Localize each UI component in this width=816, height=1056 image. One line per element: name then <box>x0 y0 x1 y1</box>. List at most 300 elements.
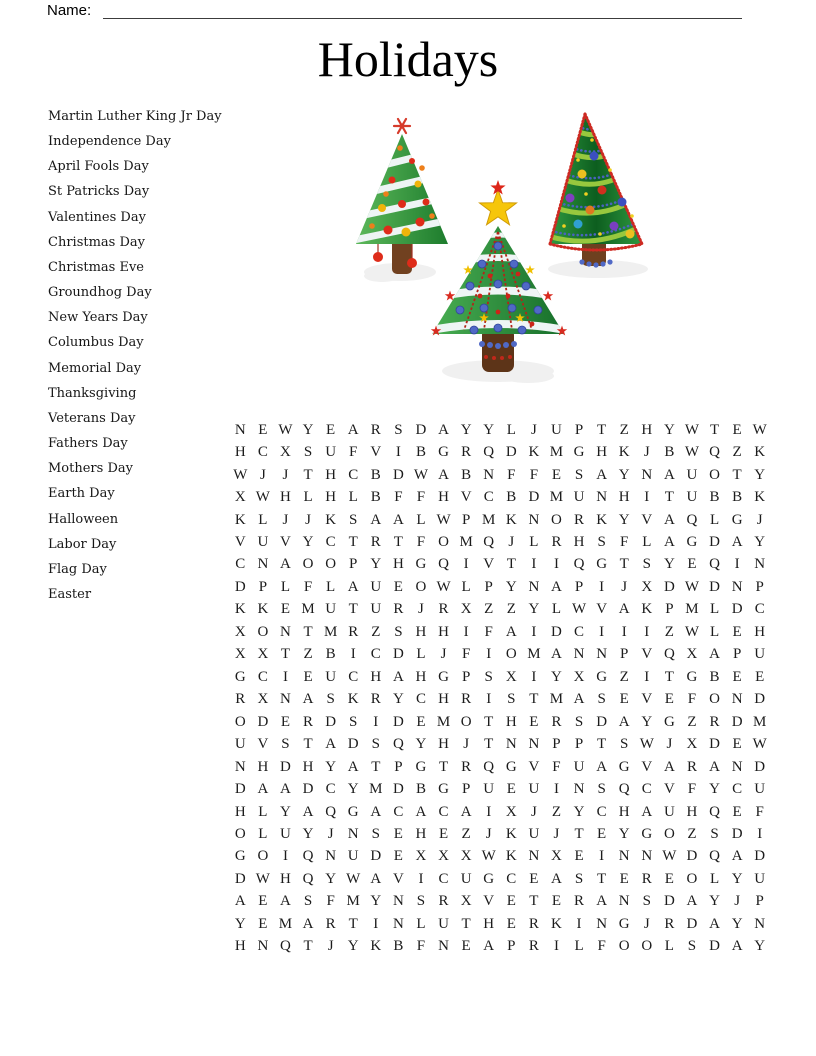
grid-cell: G <box>438 668 449 685</box>
grid-cell: L <box>461 578 471 595</box>
grid-cell: Z <box>303 646 313 663</box>
grid-cell: E <box>755 668 765 685</box>
grid-cell: D <box>234 578 246 595</box>
grid-cell: A <box>505 623 517 640</box>
grid-cell: I <box>553 938 559 955</box>
grid-cell: D <box>257 713 269 730</box>
grid-cell: J <box>530 421 537 438</box>
grid-cell: H <box>438 489 449 506</box>
grid-cell: E <box>280 713 291 730</box>
grid-cell: E <box>258 915 268 932</box>
grid-cell: T <box>348 534 358 551</box>
grid-cell: A <box>460 803 472 820</box>
grid-cell: H <box>234 444 246 461</box>
grid-cell: G <box>686 534 698 551</box>
grid-cell: V <box>483 556 495 573</box>
grid-cell: D <box>392 646 404 663</box>
grid-cell: I <box>644 623 650 640</box>
grid-cell: D <box>392 713 404 730</box>
grid-cell: O <box>460 713 472 730</box>
grid-cell: K <box>528 444 540 461</box>
grid-cell: D <box>754 691 766 708</box>
grid-cell: J <box>530 803 537 820</box>
grid-cell: N <box>573 646 585 663</box>
grid-cell: T <box>371 758 381 775</box>
grid-cell: Y <box>347 938 359 955</box>
grid-cell: M <box>685 601 699 618</box>
grid-cell: X <box>234 646 246 663</box>
grid-cell: A <box>347 578 359 595</box>
grid-cell: A <box>370 870 382 887</box>
grid-cell: W <box>233 466 248 483</box>
grid-cell: U <box>460 870 472 887</box>
grid-cell: N <box>392 915 404 932</box>
grid-cell: A <box>709 915 720 932</box>
grid-cell: Y <box>505 578 517 595</box>
grid-cell: N <box>234 421 246 438</box>
grid-cell: D <box>347 736 359 753</box>
grid-cell: S <box>710 825 719 842</box>
grid-cell: X <box>257 691 269 708</box>
grid-cell: I <box>531 556 537 573</box>
grid-cell: U <box>325 444 337 461</box>
grid-cell: U <box>483 781 495 798</box>
grid-cell: E <box>551 466 562 483</box>
grid-cell: X <box>641 578 653 595</box>
grid-cell: A <box>234 893 246 910</box>
grid-cell: T <box>664 668 674 685</box>
grid-cell: A <box>370 803 382 820</box>
grid-cell: J <box>621 578 628 595</box>
left-tree-snowflake-topper <box>394 119 410 133</box>
grid-cell: G <box>618 915 630 932</box>
grid-cell: Q <box>709 444 720 461</box>
grid-cell: C <box>348 466 359 483</box>
grid-cell: E <box>393 825 403 842</box>
grid-cell: A <box>731 534 743 551</box>
grid-cell: R <box>461 758 472 775</box>
grid-cell: W <box>684 421 700 438</box>
grid-cell: I <box>599 848 605 865</box>
grid-cell: U <box>325 668 337 685</box>
grid-cell: P <box>552 736 561 753</box>
grid-cell: Q <box>483 444 495 461</box>
grid-cell: O <box>438 534 449 551</box>
grid-cell: G <box>573 444 585 461</box>
grid-cell: G <box>438 781 449 798</box>
grid-cell: L <box>348 489 358 506</box>
grid-cell: Y <box>483 421 495 438</box>
grid-cell: H <box>596 444 608 461</box>
grid-cell: W <box>413 466 429 483</box>
grid-cell: K <box>505 825 517 842</box>
grid-cell: M <box>278 915 293 932</box>
grid-cell: E <box>529 713 539 730</box>
grid-cell: Y <box>302 421 314 438</box>
grid-cell: E <box>551 893 562 910</box>
grid-cell: A <box>551 578 562 595</box>
grid-cell: R <box>393 601 404 618</box>
grid-cell: U <box>528 781 540 798</box>
grid-cell: N <box>438 938 449 955</box>
grid-cell: P <box>349 556 358 573</box>
word-list-item: New Years Day <box>48 310 148 326</box>
grid-cell: F <box>416 938 426 955</box>
grid-cell: B <box>325 646 336 663</box>
grid-cell: S <box>281 736 290 753</box>
grid-cell: T <box>709 421 720 438</box>
grid-cell: X <box>438 848 449 865</box>
grid-cell: M <box>459 534 473 551</box>
grid-cell: H <box>257 758 269 775</box>
grid-cell: A <box>280 781 291 798</box>
grid-cell: X <box>257 646 269 663</box>
grid-cell: I <box>282 848 288 865</box>
grid-cell: D <box>709 578 720 595</box>
grid-cell: T <box>280 646 291 663</box>
grid-cell: Y <box>709 781 720 798</box>
grid-cell: L <box>326 578 336 595</box>
grid-cell: H <box>392 556 404 573</box>
grid-cell: A <box>686 893 698 910</box>
grid-cell: E <box>461 938 471 955</box>
grid-cell: D <box>370 848 382 865</box>
grid-cell: O <box>709 691 720 708</box>
grid-cell: U <box>573 489 585 506</box>
grid-cell: E <box>393 848 403 865</box>
grid-cell: D <box>709 938 720 955</box>
grid-cell: T <box>348 915 358 932</box>
grid-cell: G <box>596 556 608 573</box>
grid-cell: U <box>325 601 337 618</box>
grid-cell: X <box>686 646 698 663</box>
grid-cell: N <box>257 938 269 955</box>
grid-cell: H <box>325 466 337 483</box>
grid-cell: A <box>325 736 337 753</box>
grid-cell: F <box>484 623 493 640</box>
grid-cell: D <box>302 781 314 798</box>
grid-cell: H <box>505 713 517 730</box>
grid-cell: X <box>686 736 698 753</box>
grid-cell: E <box>438 825 449 842</box>
grid-cell: U <box>234 736 246 753</box>
grid-cell: G <box>234 668 246 685</box>
grid-cell: N <box>641 466 653 483</box>
grid-cell: A <box>551 870 562 887</box>
word-list-item: Martin Luther King Jr Day <box>48 109 222 124</box>
grid-cell: E <box>280 601 291 618</box>
grid-cell: R <box>325 915 336 932</box>
grid-cell: Z <box>551 803 562 820</box>
grid-cell: H <box>438 736 449 753</box>
grid-cell: D <box>731 713 743 730</box>
grid-cell: F <box>620 534 629 551</box>
grid-cell: B <box>709 489 720 506</box>
grid-cell: L <box>664 938 674 955</box>
grid-cell: U <box>754 781 766 798</box>
christmas-tree-right <box>548 114 648 278</box>
grid-cell: H <box>573 534 585 551</box>
grid-cell: D <box>392 466 404 483</box>
grid-cell: R <box>235 691 246 708</box>
grid-cell: W <box>571 601 587 618</box>
grid-cell: S <box>371 825 380 842</box>
grid-cell: Y <box>280 803 291 820</box>
grid-cell: D <box>754 758 766 775</box>
grid-cell: N <box>641 848 653 865</box>
grid-cell: Y <box>325 870 337 887</box>
grid-cell: R <box>574 893 585 910</box>
grid-cell: S <box>371 736 380 753</box>
grid-cell: F <box>349 444 358 461</box>
grid-cell: C <box>235 556 246 573</box>
grid-cell: W <box>662 848 677 865</box>
grid-cell: Z <box>687 713 697 730</box>
grid-cell: I <box>621 623 627 640</box>
grid-cell: T <box>597 736 607 753</box>
grid-cell: L <box>416 646 426 663</box>
grid-cell: E <box>732 736 742 753</box>
grid-cell: P <box>574 421 584 438</box>
grid-cell: H <box>618 803 630 820</box>
grid-cell: A <box>573 691 585 708</box>
grid-cell: J <box>756 511 763 528</box>
grid-cell: J <box>508 534 515 551</box>
grid-cell: N <box>234 758 246 775</box>
grid-cell: B <box>415 444 426 461</box>
grid-cell: Y <box>528 601 540 618</box>
grid-cell: I <box>757 825 763 842</box>
grid-cell: K <box>551 915 562 932</box>
grid-cell: R <box>664 915 675 932</box>
grid-cell: I <box>553 556 559 573</box>
grid-cell: N <box>596 489 608 506</box>
grid-cell: U <box>347 848 359 865</box>
grid-cell: S <box>687 938 697 955</box>
grid-cell: R <box>641 870 652 887</box>
grid-cell: L <box>506 421 516 438</box>
grid-cell: B <box>370 466 381 483</box>
grid-cell: D <box>551 623 562 640</box>
grid-cell: C <box>370 646 381 663</box>
grid-cell: U <box>257 534 269 551</box>
grid-cell: O <box>234 713 246 730</box>
grid-cell: Y <box>731 915 743 932</box>
grid-cell: R <box>461 691 472 708</box>
grid-cell: Y <box>392 691 404 708</box>
grid-cell: V <box>641 758 653 775</box>
grid-cell: A <box>280 893 291 910</box>
grid-cell: N <box>731 691 743 708</box>
grid-cell: K <box>754 444 766 461</box>
grid-cell: R <box>574 511 585 528</box>
word-list-item: Independence Day <box>48 134 171 150</box>
grid-cell: L <box>258 511 268 528</box>
grid-cell: C <box>325 781 336 798</box>
grid-cell: C <box>415 691 426 708</box>
grid-cell: Z <box>506 601 516 618</box>
grid-cell: U <box>663 803 675 820</box>
grid-cell: Y <box>347 781 359 798</box>
grid-cell: G <box>438 444 449 461</box>
grid-cell: N <box>528 736 540 753</box>
grid-cell: T <box>574 825 584 842</box>
grid-cell: E <box>258 893 268 910</box>
grid-cell: P <box>258 578 268 595</box>
grid-cell: D <box>663 893 675 910</box>
grid-cell: U <box>686 466 698 483</box>
grid-cell: Y <box>234 915 246 932</box>
grid-cell: X <box>505 803 517 820</box>
grid-cell: F <box>394 489 403 506</box>
grid-cell: I <box>373 915 379 932</box>
grid-cell: A <box>663 758 675 775</box>
grid-cell: T <box>484 713 494 730</box>
grid-cell: K <box>257 601 269 618</box>
grid-cell: I <box>395 444 401 461</box>
grid-cell: D <box>505 444 517 461</box>
grid-cell: I <box>282 668 288 685</box>
grid-cell: Q <box>280 938 291 955</box>
grid-cell: O <box>709 466 720 483</box>
grid-cell: W <box>752 421 767 438</box>
grid-cell: N <box>257 556 269 573</box>
grid-cell: M <box>436 713 451 730</box>
grid-cell: Q <box>302 848 314 865</box>
grid-cell: D <box>731 601 743 618</box>
grid-cell: B <box>461 466 472 483</box>
grid-cell: A <box>618 601 630 618</box>
grid-cell: Q <box>325 803 337 820</box>
grid-cell: Y <box>551 668 562 685</box>
grid-cell: Y <box>731 870 743 887</box>
grid-cell: M <box>527 646 541 663</box>
grid-cell: G <box>415 556 427 573</box>
grid-cell: N <box>754 556 766 573</box>
grid-cell: C <box>641 781 652 798</box>
grid-cell: E <box>732 668 742 685</box>
grid-cell: S <box>642 893 651 910</box>
grid-cell: J <box>643 444 650 461</box>
grid-cell: X <box>234 489 246 506</box>
grid-cell: Q <box>483 534 495 551</box>
grid-cell: N <box>280 691 291 708</box>
grid-cell: V <box>392 870 404 887</box>
grid-cell: I <box>644 668 650 685</box>
grid-cell: M <box>323 623 338 640</box>
grid-cell: E <box>303 668 313 685</box>
grid-cell: A <box>370 511 382 528</box>
word-list-item: Mothers Day <box>48 461 133 477</box>
grid-cell: J <box>282 511 289 528</box>
puzzle-grid <box>229 419 771 958</box>
grid-cell: R <box>461 444 472 461</box>
grid-cell: A <box>302 803 314 820</box>
grid-cell: L <box>551 601 562 618</box>
grid-cell: E <box>597 825 607 842</box>
grid-cell: I <box>418 870 424 887</box>
grid-cell: E <box>506 915 516 932</box>
grid-cell: Q <box>438 556 449 573</box>
grid-cell: K <box>596 511 608 528</box>
grid-cell: L <box>642 534 652 551</box>
grid-cell: A <box>596 466 608 483</box>
grid-cell: H <box>686 803 698 820</box>
grid-cell: I <box>350 646 356 663</box>
grid-cell: P <box>732 646 742 663</box>
grid-cell: E <box>393 578 403 595</box>
grid-cell: A <box>596 893 608 910</box>
grid-cell: M <box>346 893 360 910</box>
grid-cell: J <box>463 736 470 753</box>
grid-cell: O <box>663 825 675 842</box>
grid-cell: Q <box>709 803 720 820</box>
grid-cell: J <box>553 825 560 842</box>
grid-cell: L <box>416 511 426 528</box>
grid-cell: A <box>641 803 653 820</box>
grid-cell: N <box>596 646 608 663</box>
grid-cell: I <box>531 668 537 685</box>
grid-cell: W <box>346 870 361 887</box>
grid-cell: E <box>506 781 516 798</box>
grid-cell: E <box>732 623 742 640</box>
grid-cell: N <box>618 893 630 910</box>
grid-cell: T <box>597 421 607 438</box>
grid-cell: L <box>280 578 291 595</box>
grid-cell: D <box>392 781 404 798</box>
grid-cell: N <box>392 893 404 910</box>
grid-cell: Z <box>664 623 674 640</box>
grid-cell: L <box>258 825 268 842</box>
grid-cell: C <box>393 803 404 820</box>
grid-cell: Y <box>641 713 653 730</box>
grid-cell: Z <box>619 668 629 685</box>
grid-cell: R <box>686 758 697 775</box>
christmas-tree-center <box>430 180 567 383</box>
grid-cell: R <box>528 915 539 932</box>
grid-cell: F <box>507 466 516 483</box>
grid-cell: U <box>370 601 382 618</box>
grid-cell: S <box>349 713 358 730</box>
grid-cell: D <box>325 713 337 730</box>
grid-cell: Y <box>573 803 585 820</box>
grid-cell: J <box>485 825 492 842</box>
word-list-item: St Patricks Day <box>48 184 150 200</box>
grid-cell: A <box>709 758 720 775</box>
grid-cell: D <box>596 713 608 730</box>
grid-cell: N <box>573 781 585 798</box>
grid-cell: C <box>348 668 359 685</box>
grid-cell: W <box>481 848 496 865</box>
grid-cell: E <box>664 870 674 887</box>
grid-cell: L <box>574 938 584 955</box>
grid-cell: A <box>663 466 675 483</box>
grid-cell: B <box>732 489 743 506</box>
grid-cell: G <box>731 511 743 528</box>
grid-cell: M <box>549 691 564 708</box>
grid-cell: I <box>644 489 650 506</box>
grid-cell: A <box>551 646 562 663</box>
grid-cell: T <box>348 601 358 618</box>
grid-cell: D <box>754 848 766 865</box>
grid-cell: Q <box>709 556 720 573</box>
grid-cell: B <box>709 668 720 685</box>
grid-cell: I <box>531 623 537 640</box>
grid-cell: Y <box>415 736 427 753</box>
grid-cell: H <box>370 668 382 685</box>
grid-cell: A <box>392 511 404 528</box>
grid-cell: L <box>258 803 268 820</box>
